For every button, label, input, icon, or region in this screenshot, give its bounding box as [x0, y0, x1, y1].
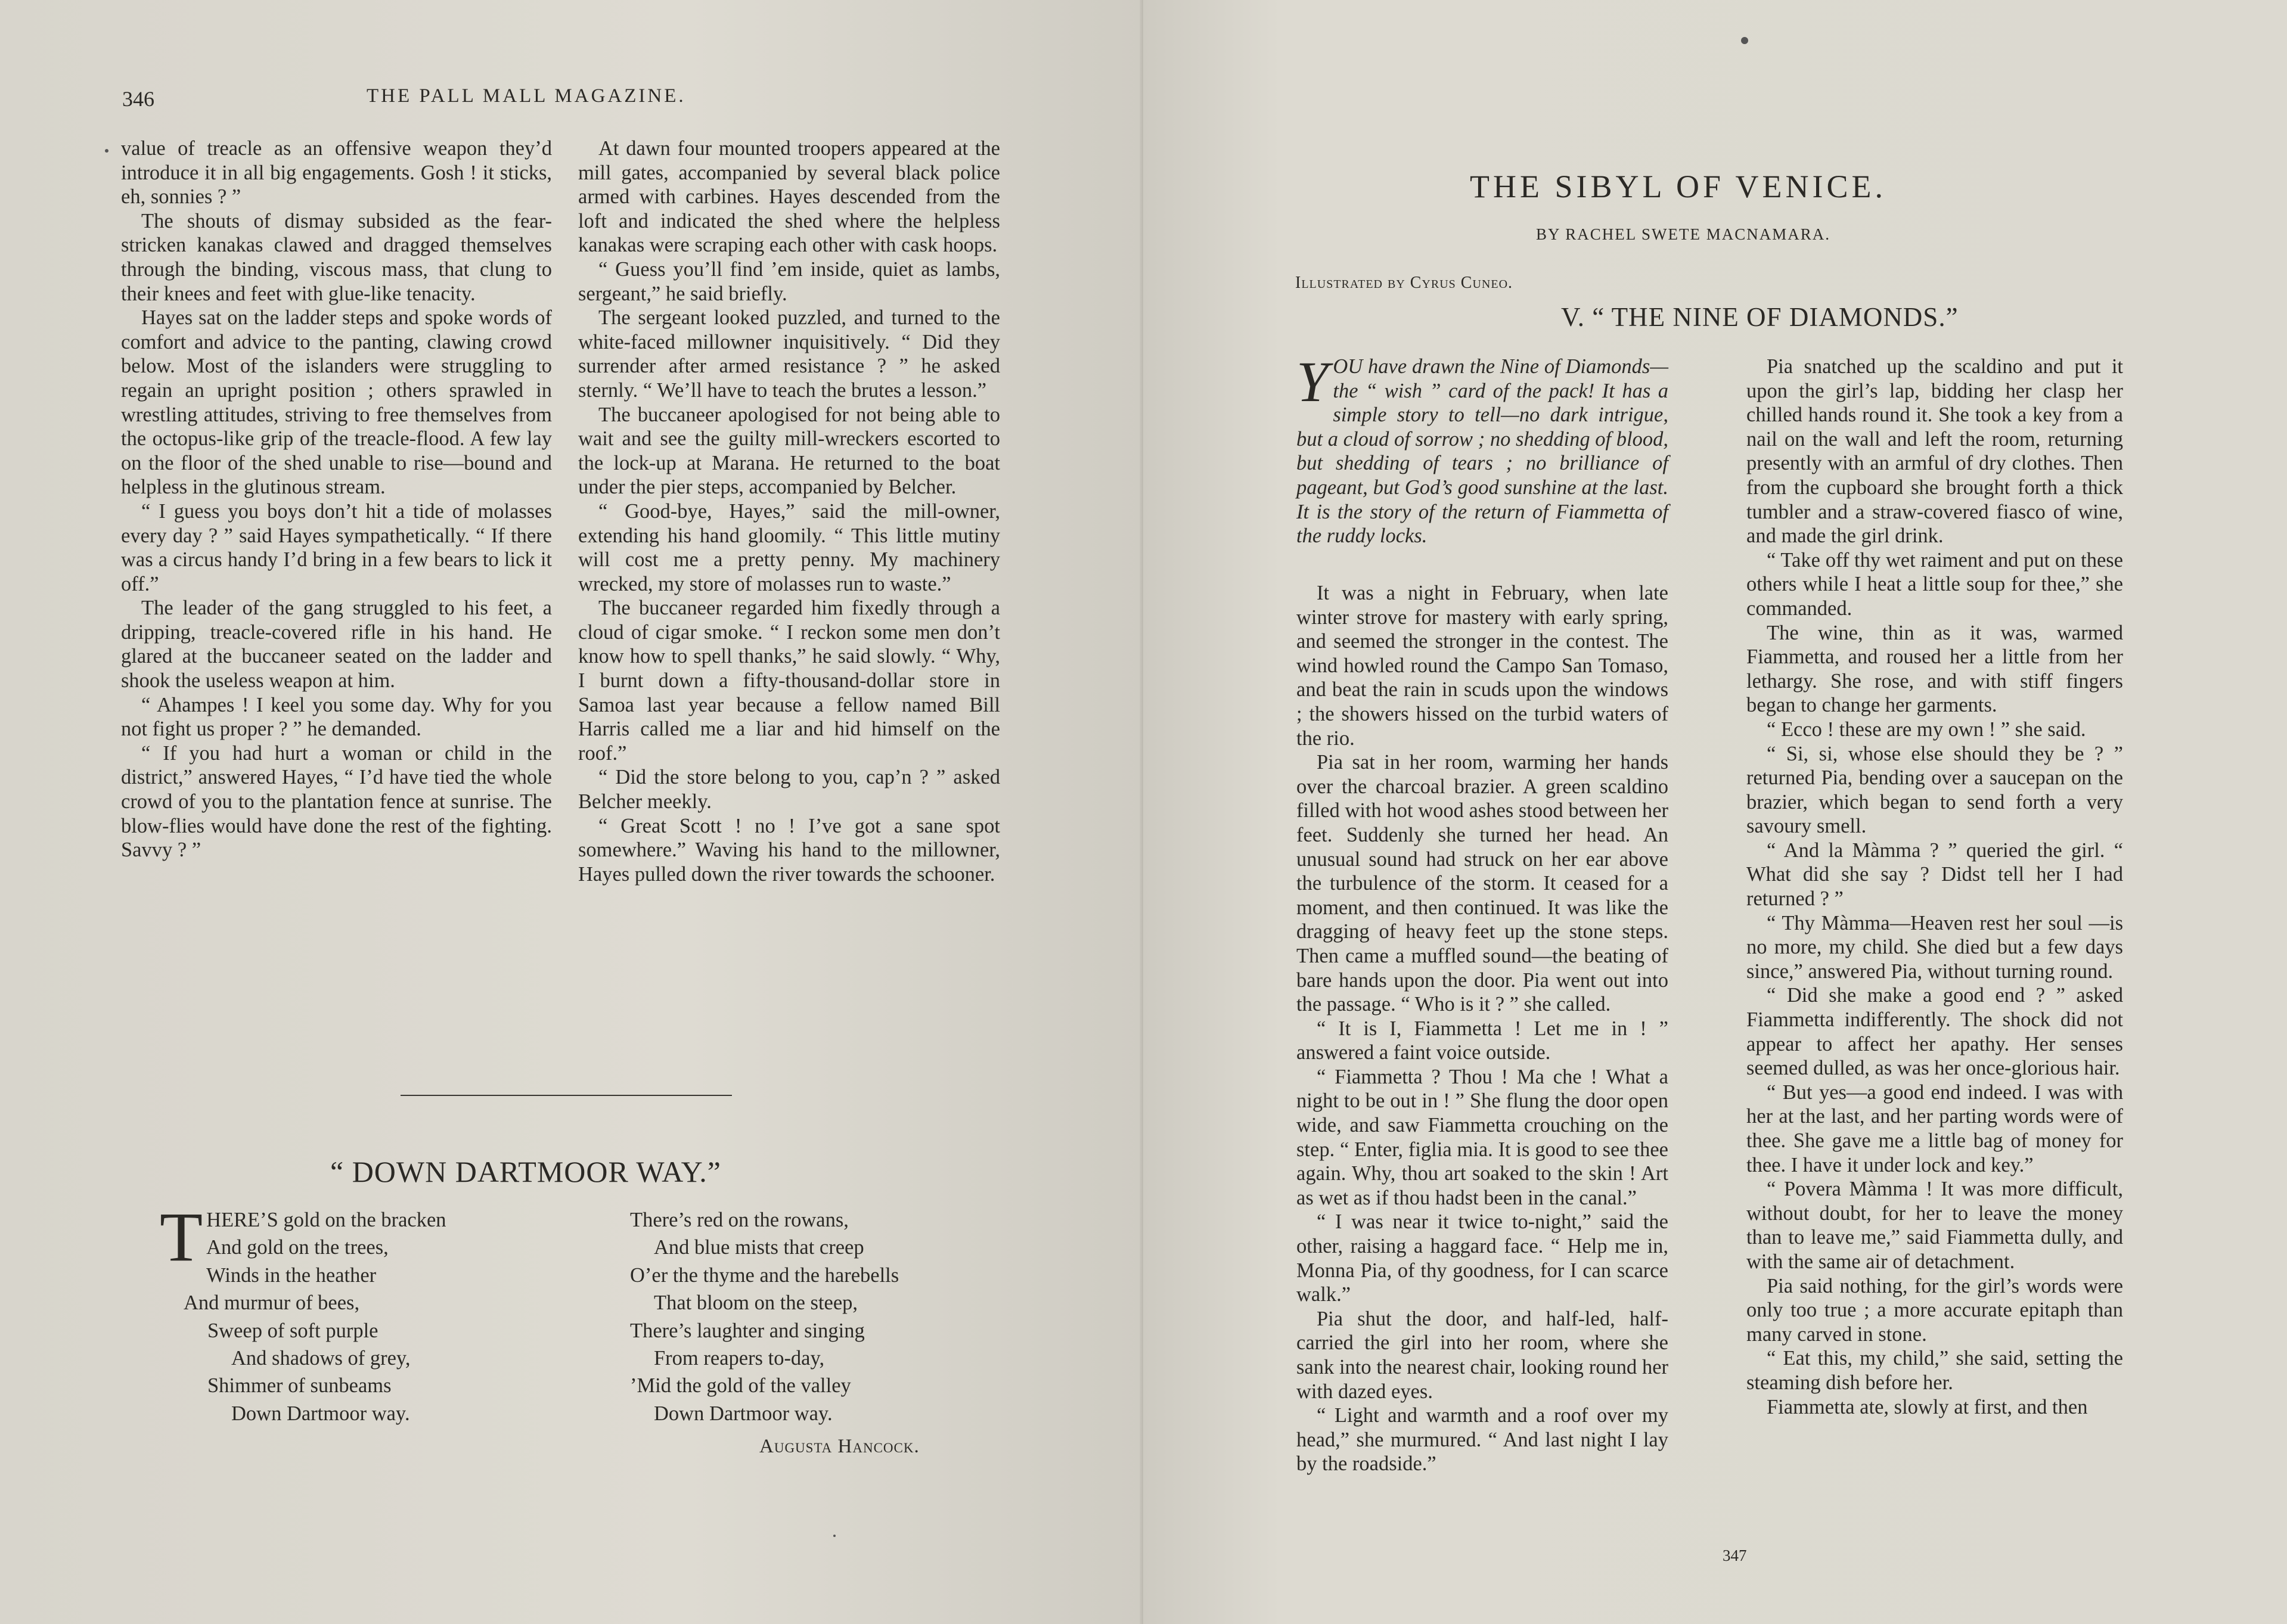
- poem-column-1: [160, 1198, 541, 1427]
- paragraph: “ Povera Màmma ! It was more difficult, without doubt, for her to leave the money than to leave me,” said Fiammetta dully, and with the same air of detachment.: [1746, 1178, 2123, 1273]
- poem-line: And shadows of grey,: [231, 1347, 411, 1370]
- poem-line: ’Mid the gold of the valley: [630, 1374, 851, 1398]
- left-column-2: [578, 136, 1000, 886]
- paragraph: “ Did the store belong to you, cap’n ? ” asked Belcher meekly.: [578, 766, 1000, 813]
- poem-dropcap: T: [160, 1198, 203, 1276]
- paragraph: At dawn four mounted troopers appeared at the mill gates, accompanied by several black police armed with carbines. Hayes descended from the loft and indicated the shed where the helpless kanakas were scraping each other with cask hoops.: [578, 137, 1000, 257]
- poem-line: There’s laughter and singing: [630, 1319, 865, 1342]
- paragraph: It was a night in February, when late winter strove for mastery with early spring, and seemed the stronger in the contest. The wind howled round the Campo San Tomaso, and beat the rain in scuds upon the windows ; the showers hissed on the turbid waters of the rio.: [1296, 582, 1668, 750]
- paragraph: “ Si, si, whose else should they be ? ” returned Pia, bending over a saucepan on the brazier, which began to send forth a very savoury smell.: [1746, 742, 2123, 838]
- print-speck: [105, 149, 108, 153]
- poem-line: That bloom on the steep,: [654, 1291, 858, 1315]
- paragraph: “ Take off thy wet raiment and put on these others while I heat a little soup for thee,” she commanded.: [1746, 548, 2123, 620]
- poem-title: “ DOWN DARTMOOR WAY.”: [330, 1155, 721, 1188]
- poem-line: Down Dartmoor way.: [231, 1402, 410, 1425]
- paragraph: The shouts of dismay subsided as the fear-stricken kanakas clawed and dragged themselves through the binding, viscous mass, that clung to their knees and feet with glue-like tenacity.: [121, 209, 552, 305]
- paragraph: The wine, thin as it was, warmed Fiammetta, and roused her a little from her lethargy. She rose, and with stiff fingers began to change her garments.: [1746, 621, 2123, 717]
- paragraph: “ I was near it twice to-night,” said the other, raising a haggard face. “ Help me in, Monna Pia, of thy goodness, for I can scarce walk.”: [1296, 1210, 1668, 1306]
- right-page-number: 347: [1723, 1547, 1747, 1564]
- poem-line: Sweep of soft purple: [207, 1319, 378, 1342]
- paragraph: “ Fiammetta ? Thou ! Ma che ! What a night to be out in ! ” She flung the door open wide, and saw Fiammetta crouching on the step. “ Enter, figlia mia. It is good to see thee again. Why, thou art soaked to the skin ! Art as wet as if thou hadst been in the canal.”: [1296, 1065, 1668, 1209]
- paragraph: “ Thy Màmma—Heaven rest her soul —is no more, my child. She died but a few days since,” answered Pia, without turning round.: [1746, 911, 2123, 983]
- article-intro: [1296, 350, 1668, 548]
- paragraph: “ It is I, Fiammetta ! Let me in ! ” answered a faint voice outside.: [1296, 1017, 1668, 1064]
- paragraph: The buccaneer regarded him fixedly through a cloud of cigar smoke. “ I reckon some men don’t know how to spell thanks,” he said slowly. “ Why, I burnt down a fifty-thousand-dollar store in Samoa last year because a fellow named Bill Harris called me a liar and hid himself on the roof.”: [578, 597, 1000, 765]
- poem-line: Down Dartmoor way.: [654, 1402, 833, 1425]
- intro-text: OU have drawn the Nine of Diamonds—the “ wish ” card of the pack! It has a simple story to tell—no dark intrigue, but a cloud of sorrow ; no shedding of blood, but shedding of tears ; no brilliance of pageant, but God’s good sunshine at the last. It is the story of the return of Fiammetta of the ruddy locks.: [1296, 355, 1668, 548]
- paragraph: The sergeant looked puzzled, and turned to the white-faced millowner inquisitively. “ Did they surrender after armed resistance ? ” he asked sternly. “ We’ll have to teach the brutes a lesson.”: [578, 306, 1000, 402]
- article-title: THE SIBYL OF VENICE.: [1470, 169, 1886, 204]
- paragraph: Pia said nothing, for the girl’s words were only too true ; a more accurate epitaph than many carved in stone.: [1746, 1274, 2123, 1346]
- paragraph: Fiammetta ate, slowly at first, and then: [1767, 1395, 2088, 1418]
- poem-line: O’er the thyme and the harebells: [630, 1263, 899, 1287]
- poem-line: Shimmer of sunbeams: [207, 1374, 392, 1398]
- left-page-number: 346: [122, 87, 154, 111]
- paragraph: “ But yes—a good end indeed. I was with her at the last, and her parting words were of thee. She gave me a little bag of money for thee. I have it under lock and key.”: [1746, 1080, 2123, 1176]
- left-column-1: [121, 136, 552, 862]
- left-page: [0, 0, 1143, 1624]
- poem-line: HERE’S gold on the bracken: [206, 1209, 446, 1231]
- paragraph: value of treacle as an offensive weapon they’d introduce it in all big engagements. Gosh ! it sticks, eh, sonnies ? ”: [121, 137, 552, 209]
- paragraph: Pia sat in her room, warming her hands over the charcoal brazier. A green scaldino filled with hot wood ashes stood between her feet. Suddenly she turned her head. An unusual sound had struck on her ear above the turbulence of the storm. It ceased for a moment, and then continued. It was like the dragging of heavy feet up the stone steps. Then came a muffled sound—the beating of bare hands upon the door. Pia went out into the passage. “ Who is it ? ” she called.: [1296, 751, 1668, 1016]
- article-byline: BY RACHEL SWETE MACNAMARA.: [1536, 225, 1831, 243]
- print-speck: [1741, 37, 1748, 44]
- poem-column-2: [630, 1206, 1047, 1427]
- right-column-1: [1296, 581, 1668, 1476]
- paragraph: “ Guess you’ll find ’em inside, quiet as lambs, sergeant,” he said briefly.: [578, 257, 1000, 305]
- paragraph: “ Eat this, my child,” she said, setting the steaming dish before her.: [1746, 1347, 2123, 1394]
- paragraph: “ I guess you boys don’t hit a tide of molasses every day ? ” said Hayes sympathetically. “ If there was a circus handy I’d bring in a few bears to lick it off.”: [121, 499, 552, 595]
- poem-line: And gold on the trees,: [206, 1236, 389, 1259]
- paragraph: “ And la Màmma ? ” queried the girl. “ What did she say ? Didst tell her I had returned ? ”: [1746, 839, 2123, 911]
- poem-line: From reapers to-day,: [654, 1347, 825, 1370]
- poem-line: There’s red on the rowans,: [630, 1209, 849, 1231]
- paragraph: “ Ahampes ! I keel you some day. Why for you not fight us proper ? ” he demanded.: [121, 693, 552, 741]
- chapter-heading: V. “ THE NINE OF DIAMONDS.”: [1561, 302, 1959, 332]
- paragraph: Pia shut the door, and half-led, half-carried the girl into her room, where she sank into the nearest chair, looking round her with dazed eyes.: [1296, 1307, 1668, 1403]
- right-column-2: [1746, 355, 2123, 1419]
- paragraph: “ Ecco ! these are my own ! ” she said.: [1767, 718, 2086, 741]
- section-divider: [401, 1095, 732, 1096]
- paragraph: The leader of the gang struggled to his feet, a dripping, treacle-covered rifle in his hand. He glared at the buccaneer seated on the ladder and shook the useless weapon at him.: [121, 597, 552, 693]
- print-speck: [833, 1535, 836, 1537]
- poem-author: Augusta Hancock.: [759, 1436, 920, 1457]
- poem-line: Winds in the heather: [206, 1263, 377, 1287]
- poem-line: And blue mists that creep: [654, 1236, 864, 1259]
- right-page: [1143, 0, 2287, 1624]
- paragraph: “ If you had hurt a woman or child in the district,” answered Hayes, “ I’d have tied the whole crowd of you to the plantation fence at sunrise. The blow-flies would have done the rest of the fighting. Savvy ? ”: [121, 741, 552, 862]
- running-head: THE PALL MALL MAGAZINE.: [367, 85, 686, 107]
- paragraph: “ Did she make a good end ? ” asked Fiammetta indifferently. The shock did not appear to affect her apathy. Her senses seemed dulled, as was her once-glorious hair.: [1746, 984, 2123, 1080]
- paragraph: “ Light and warmth and a roof over my head,” she murmured. “ And last night I lay by the roadside.”: [1296, 1404, 1668, 1476]
- paragraph: “ Great Scott ! no ! I’ve got a sane spot somewhere.” Waving his hand to the millowner, Hayes pulled down the river towards the schooner.: [578, 814, 1000, 886]
- intro-dropcap: Y: [1296, 350, 1329, 414]
- paragraph: Hayes sat on the ladder steps and spoke words of comfort and advice to the panting, clawing crowd below. Most of the islanders were struggling to regain an upright position ; others sprawled in wrestling attitudes, striving to free themselves from the octopus-like grip of the treacle-flood. A few lay on the floor of the shed unable to rise—bound and helpless in the glutinous stream.: [121, 306, 552, 499]
- illustrator-credit: Illustrated by Cyrus Cuneo.: [1295, 274, 1513, 292]
- paragraph: Pia snatched up the scaldino and put it upon the girl’s lap, bidding her clasp her chilled hands round it. She took a key from a nail on the wall and left the room, returning presently with an armful of dry clothes. Then from the cupboard she brought forth a thick tumbler and a straw-covered fiasco of wine, and made the girl drink.: [1746, 355, 2123, 548]
- paragraph: “ Good-bye, Hayes,” said the mill-owner, extending his hand gloomily. “ This little mutiny will cost me a pretty penny. My machinery wrecked, my store of molasses run to waste.”: [578, 499, 1000, 595]
- poem-line: And murmur of bees,: [184, 1291, 360, 1315]
- paragraph: The buccaneer apologised for not being able to wait and see the guilty mill-wreckers escorted to the lock-up at Marana. He returned to the boat under the pier steps, accompanied by Belcher.: [578, 403, 1000, 499]
